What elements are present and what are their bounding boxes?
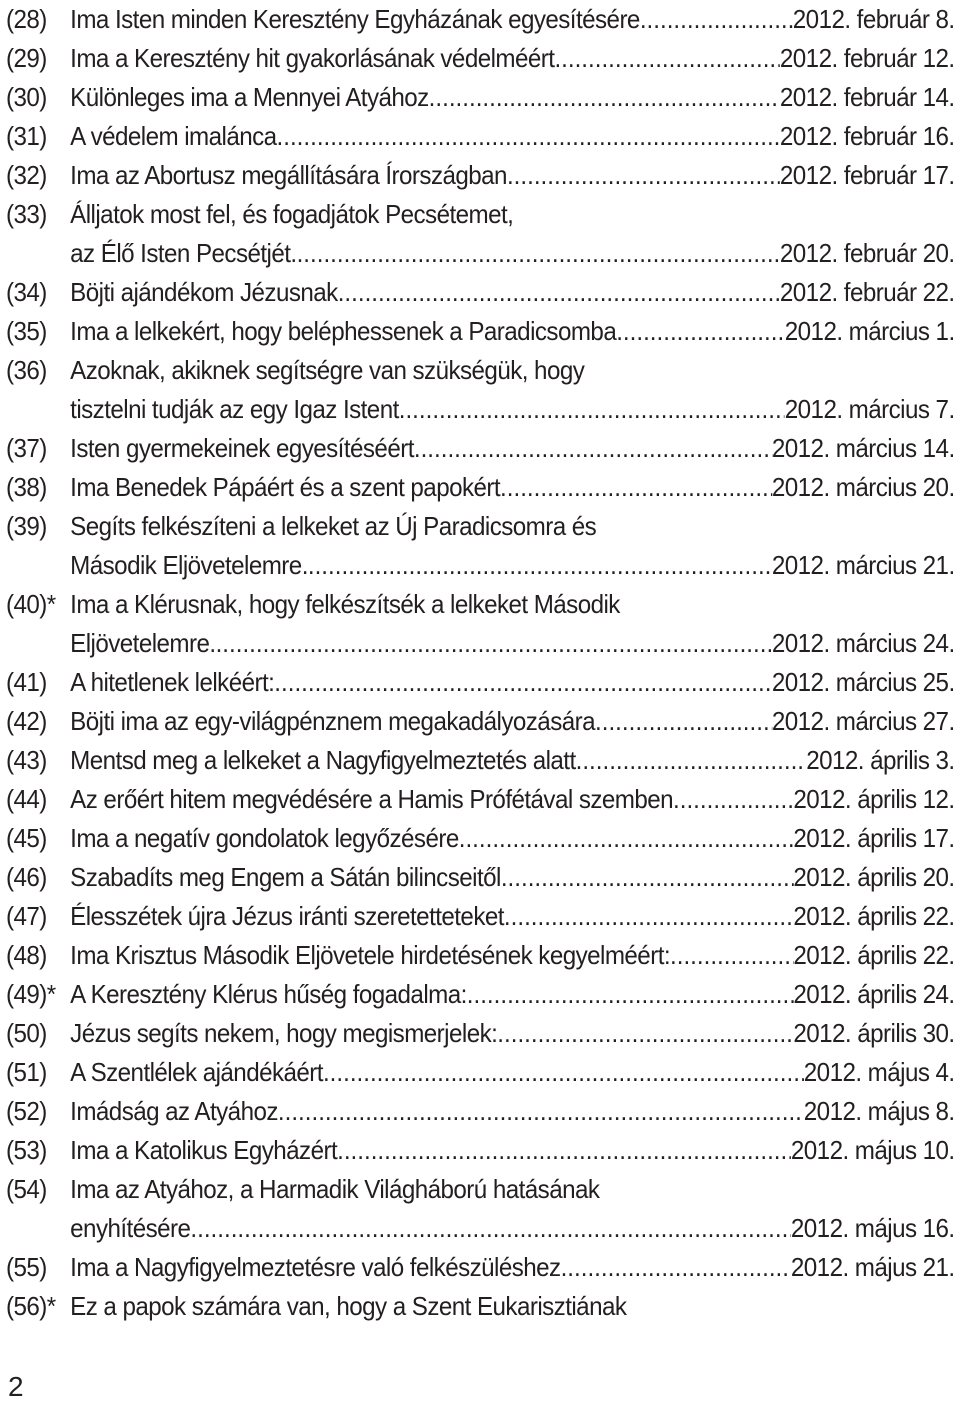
toc-entry <box>6 0 955 39</box>
toc-entry <box>6 1287 955 1326</box>
entry-number: (43) <box>6 745 47 775</box>
entry-line <box>70 351 954 390</box>
entry-body <box>70 936 954 975</box>
entry-title: Az erőért hitem megvédésére a Hamis Prófétával szemben <box>70 784 674 814</box>
entry-line <box>70 1014 954 1053</box>
entry-title: Különleges ima a Mennyei Atyához <box>70 82 429 112</box>
entry-date: 2012. március 1. <box>784 316 955 346</box>
entry-date: 2012. április 12. <box>793 784 955 814</box>
entry-title: Ima Benedek Pápáért és a szent papokért <box>70 472 501 502</box>
entry-date: 2012. április 22. <box>793 940 955 970</box>
toc-entry <box>6 936 955 975</box>
entry-date: 2012. március 25. <box>771 667 955 697</box>
entry-line <box>70 156 954 195</box>
dot-leader <box>274 663 772 702</box>
entry-date: 2012. február 8. <box>792 4 955 34</box>
entry-title: Ima a lelkekért, hogy beléphessenek a Paradicsomba <box>70 316 617 346</box>
entry-line <box>70 546 954 585</box>
entry-line <box>70 1092 954 1131</box>
entry-body <box>70 507 954 585</box>
entry-body <box>70 351 954 429</box>
entry-number: (36) <box>6 355 47 385</box>
entry-line <box>70 195 954 234</box>
entry-date: 2012. április 24. <box>793 979 955 1009</box>
entry-body <box>70 429 954 468</box>
entry-date: 2012. február 14. <box>779 82 955 112</box>
entry-line <box>70 975 954 1014</box>
entry-date: 2012. február 16. <box>779 121 955 151</box>
entry-line <box>70 1170 954 1209</box>
entry-title: Imádság az Atyához <box>70 1096 278 1126</box>
entry-number: (47) <box>6 901 47 931</box>
toc-entry <box>6 1170 955 1248</box>
dot-leader <box>399 390 785 429</box>
toc-entry <box>6 117 955 156</box>
toc-entry <box>6 312 955 351</box>
dot-leader <box>497 1014 793 1053</box>
entry-title: Második Eljövetelemre. <box>70 550 308 580</box>
dot-leader <box>467 975 794 1014</box>
entry-number: (40)* <box>6 589 56 619</box>
entry-number: (37) <box>6 433 47 463</box>
entry-date: 2012. május 10. <box>790 1135 955 1165</box>
entry-line <box>70 585 954 624</box>
dot-leader <box>190 1209 791 1248</box>
dot-leader <box>429 78 780 117</box>
toc-entry <box>6 1014 955 1053</box>
entry-title: Ima az Abortusz megállítására Írországban <box>70 160 507 190</box>
entry-date: 2012. február 22. <box>779 277 955 307</box>
entry-body <box>70 195 954 273</box>
entry-number: (28) <box>6 4 47 34</box>
dot-leader <box>595 702 772 741</box>
entry-title: Ima Krisztus Második Eljövetele hirdetésének kegyelméért: <box>70 940 671 970</box>
entry-date: 2012. április 22. <box>793 901 955 931</box>
page-number: 2 <box>8 1371 24 1402</box>
entry-date: 2012. május 16. <box>790 1213 955 1243</box>
entry-line <box>70 1287 954 1326</box>
toc-entry <box>6 351 955 429</box>
toc-entry <box>6 819 955 858</box>
entry-line <box>70 663 954 702</box>
toc-entry <box>6 1248 955 1287</box>
entry-line <box>70 507 954 546</box>
toc-entry <box>6 702 955 741</box>
dot-leader <box>278 1092 804 1131</box>
entry-date: 2012. február 20. <box>779 238 955 268</box>
toc-entry <box>6 78 955 117</box>
entry-title: Ima a Klérusnak, hogy felkészítsék a lelkeket Második <box>70 589 620 619</box>
entry-number: (52) <box>6 1096 47 1126</box>
entry-body <box>70 156 954 195</box>
entry-body <box>70 1014 954 1053</box>
toc-entry <box>6 897 955 936</box>
entry-number: (56)* <box>6 1291 56 1321</box>
entry-number: (35) <box>6 316 47 346</box>
entry-body <box>70 819 954 858</box>
entry-body <box>70 1287 954 1326</box>
entry-number: (44) <box>6 784 47 814</box>
dot-leader <box>554 39 779 78</box>
dot-leader <box>338 273 780 312</box>
entry-body <box>70 702 954 741</box>
entry-number: (32) <box>6 160 47 190</box>
dot-leader <box>616 312 785 351</box>
entry-date: 2012. március 24. <box>771 628 955 658</box>
entry-title: Élesszétek újra Jézus iránti szeretetteteket <box>70 901 504 931</box>
entry-number: (45) <box>6 823 47 853</box>
toc-entry <box>6 858 955 897</box>
entry-line <box>70 117 954 156</box>
entry-date: 2012. február 12. <box>779 43 955 73</box>
entry-body <box>70 1248 954 1287</box>
entry-title: enyhítésére <box>70 1213 191 1243</box>
entry-date: 2012. március 27. <box>771 706 955 736</box>
entry-title: Ima az Atyához, a Harmadik Világháború hatásának <box>70 1174 600 1204</box>
entry-body <box>70 780 954 819</box>
toc-entry <box>6 156 955 195</box>
entry-number: (31) <box>6 121 47 151</box>
entry-date: 2012. április 30. <box>793 1018 955 1048</box>
dot-leader <box>561 1248 791 1287</box>
entry-date: 2012. március 7. <box>784 394 955 424</box>
entry-date: 2012. február 17. <box>779 160 955 190</box>
entry-line <box>70 429 954 468</box>
entry-date: 2012. május 21. <box>790 1252 955 1282</box>
entry-title: Isten gyermekeinek egyesítéséért <box>70 433 414 463</box>
entry-title: Mentsd meg a lelkeket a Nagyfigyelmeztetés alatt <box>70 745 576 775</box>
entry-number: (50) <box>6 1018 47 1048</box>
dot-leader <box>500 468 772 507</box>
entry-line <box>70 312 954 351</box>
entry-date: 2012. április 3. <box>806 745 955 775</box>
entry-title: A Keresztény Klérus hűség fogadalma: <box>70 979 467 1009</box>
dot-leader <box>459 819 794 858</box>
entry-body <box>70 1092 954 1131</box>
entry-number: (38) <box>6 472 47 502</box>
entry-line <box>70 897 954 936</box>
entry-line <box>70 858 954 897</box>
entry-body <box>70 741 954 780</box>
entry-date: 2012. május 4. <box>803 1057 955 1087</box>
toc-entry <box>6 975 955 1014</box>
entry-title: Álljatok most fel, és fogadjátok Pecsétemet, <box>70 199 514 229</box>
dot-leader <box>414 429 772 468</box>
entry-body <box>70 39 954 78</box>
entry-title: tisztelni tudják az egy Igaz Istent <box>70 394 399 424</box>
entry-body <box>70 975 954 1014</box>
entry-line <box>70 234 954 273</box>
toc-entry <box>6 663 955 702</box>
entry-title: Jézus segíts nekem, hogy megismerjelek: <box>70 1018 498 1048</box>
toc-entry <box>6 429 955 468</box>
entry-title: Böjti ima az egy-világpénznem megakadályozására <box>70 706 596 736</box>
dot-leader <box>308 546 772 585</box>
entry-title: Böjti ajándékom Jézusnak <box>70 277 338 307</box>
entry-line <box>70 819 954 858</box>
entry-title: az Élő Isten Pecsétjét. <box>70 238 297 268</box>
entry-number: (30) <box>6 82 47 112</box>
entry-body <box>70 273 954 312</box>
dot-leader <box>337 1131 791 1170</box>
entry-line <box>70 273 954 312</box>
toc-entry <box>6 741 955 780</box>
entry-number: (53) <box>6 1135 47 1165</box>
dot-leader <box>507 156 780 195</box>
toc-entry <box>6 1092 955 1131</box>
entry-body <box>70 585 954 663</box>
entry-number: (41) <box>6 667 47 697</box>
entry-line <box>70 1248 954 1287</box>
entry-number: (46) <box>6 862 47 892</box>
dot-leader <box>216 624 772 663</box>
entry-body <box>70 468 954 507</box>
toc-entry <box>6 195 955 273</box>
toc-entry <box>6 780 955 819</box>
toc-entry <box>6 273 955 312</box>
dot-leader <box>670 936 793 975</box>
toc-entry <box>6 507 955 585</box>
entry-title: Segíts felkészíteni a lelkeket az Új Paradicsomra és <box>70 511 597 541</box>
entry-body <box>70 897 954 936</box>
entry-date: 2012. március 21. <box>771 550 955 580</box>
entry-title: Ima a negatív gondolatok legyőzésére <box>70 823 459 853</box>
entry-line <box>70 0 954 39</box>
dot-leader <box>277 117 780 156</box>
toc-entry <box>6 585 955 663</box>
dot-leader <box>323 1053 804 1092</box>
entry-date: 2012. március 14. <box>771 433 955 463</box>
entry-line <box>70 1053 954 1092</box>
dot-leader <box>501 858 794 897</box>
entry-body <box>70 117 954 156</box>
entry-line <box>70 78 954 117</box>
entry-line <box>70 702 954 741</box>
entry-number: (42) <box>6 706 47 736</box>
entry-body <box>70 78 954 117</box>
entry-title: Ima a Nagyfigyelmeztetésre való felkészüléshez <box>70 1252 561 1282</box>
entry-title: Ez a papok számára van, hogy a Szent Eukarisztiának <box>70 1291 627 1321</box>
toc-entry <box>6 468 955 507</box>
entry-body <box>70 1170 954 1248</box>
entry-title: A védelem imalánca <box>70 121 277 151</box>
entry-date: 2012. május 8. <box>803 1096 955 1126</box>
toc-entry <box>6 1053 955 1092</box>
entry-body <box>70 858 954 897</box>
entry-date: 2012. április 20. <box>793 862 955 892</box>
entry-title: Szabadíts meg Engem a Sátán bilincseitől <box>70 862 501 892</box>
entry-line <box>70 390 954 429</box>
dot-leader <box>576 741 807 780</box>
entry-title: Ima a Keresztény hit gyakorlásának védelméért <box>70 43 555 73</box>
entry-date: 2012. április 17. <box>793 823 955 853</box>
entry-line <box>70 624 954 663</box>
entry-line <box>70 780 954 819</box>
entry-line <box>70 1209 954 1248</box>
entry-number: (49)* <box>6 979 56 1009</box>
entry-body <box>70 312 954 351</box>
entry-number: (34) <box>6 277 47 307</box>
entry-number: (29) <box>6 43 47 73</box>
table-of-contents <box>6 0 956 1326</box>
entry-number: (51) <box>6 1057 47 1087</box>
toc-entry <box>6 1131 955 1170</box>
entry-number: (54) <box>6 1174 47 1204</box>
entry-number: (55) <box>6 1252 47 1282</box>
entry-number: (39) <box>6 511 47 541</box>
entry-line <box>70 468 954 507</box>
entry-body <box>70 0 954 39</box>
dot-leader <box>640 0 793 39</box>
dot-leader <box>504 897 793 936</box>
entry-date: 2012. március 20. <box>771 472 955 502</box>
entry-title: A Szentlélek ajándékáért <box>70 1057 323 1087</box>
entry-line <box>70 741 954 780</box>
entry-number: (48) <box>6 940 47 970</box>
entry-number: (33) <box>6 199 47 229</box>
toc-entry <box>6 39 955 78</box>
entry-body <box>70 1053 954 1092</box>
entry-line <box>70 39 954 78</box>
dot-leader <box>297 234 780 273</box>
entry-title: Ima a Katolikus Egyházért <box>70 1135 338 1165</box>
entry-title: Azoknak, akiknek segítségre van szükségük, hogy <box>70 355 585 385</box>
entry-body <box>70 1131 954 1170</box>
entry-line <box>70 1131 954 1170</box>
entry-line <box>70 936 954 975</box>
entry-title: A hitetlenek lelkéért: <box>70 667 275 697</box>
entry-title: Ima Isten minden Keresztény Egyházának egyesítésére <box>70 4 640 34</box>
dot-leader <box>673 780 793 819</box>
entry-title: Eljövetelemre. <box>70 628 216 658</box>
entry-body <box>70 663 954 702</box>
